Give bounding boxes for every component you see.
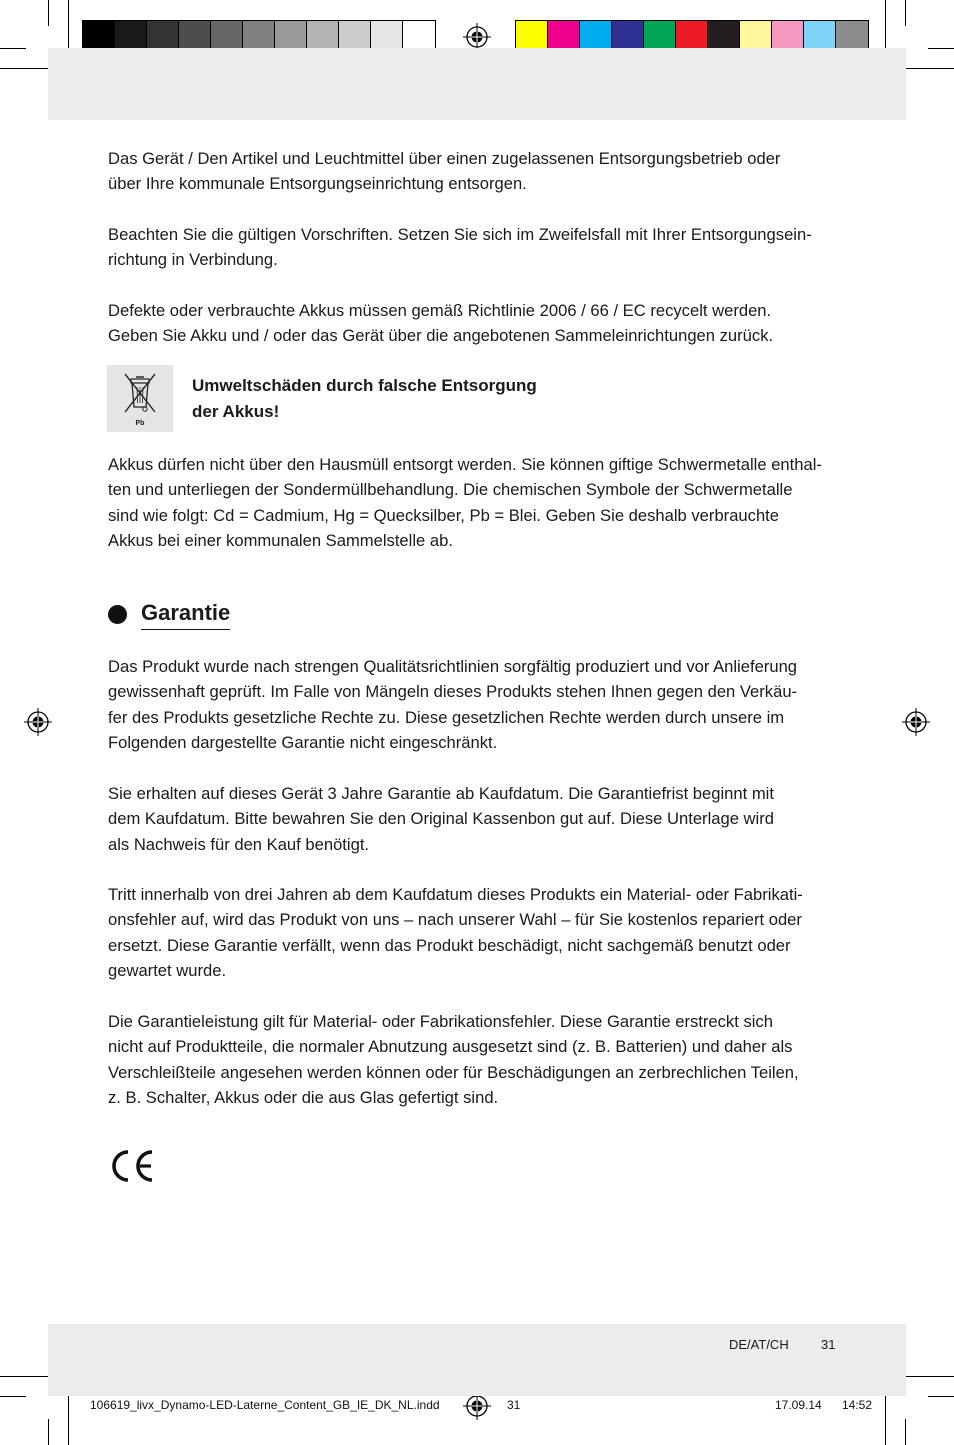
bullet-icon <box>108 605 127 624</box>
registration-mark-icon <box>463 1392 491 1420</box>
crop-mark <box>68 0 69 52</box>
section-title: Garantie <box>141 598 230 630</box>
section-heading <box>108 598 230 630</box>
warning-title: Umweltschäden durch falsche Entsorgung der Akkus! <box>192 376 537 421</box>
battery-recycling-paragraph: Defekte oder verbrauchte Akkus müssen gemäß Richtlinie 2006 / 66 / EC recycelt werden. Geben Sie Akku und / oder das Gerät über die angebotenen Sammeleinrichtungen zurück. <box>108 301 774 346</box>
crop-mark <box>68 1393 69 1445</box>
warranty-paragraph-1: Das Produkt wurde nach strengen Qualitätsrichtlinien sorgfältig produziert und vor Anlieferung gewissenhaft geprüft. Im Falle von Mängeln dieses Produkts stehen Ihnen gegen den Verkäu- fer des Produkts gesetzliche Rechte zu. Diese gesetzlichen Rechte werden durch unsere im Folgenden dargestellte Garantie nicht eingeschränkt. <box>108 657 798 752</box>
registration-mark-icon <box>902 708 930 736</box>
warranty-paragraph-4: Die Garantieleistung gilt für Material- oder Fabrikationsfehler. Diese Garantie erstreckt sich nicht auf Produktteile, die normaler Abnutzung ausgesetzt sind (z. B. Batterien) und daher als Verschleißteile angesehen werden können oder für Beschädigungen an zerbrechlichen Teilen, z. B. Schalter, Akkus oder die aus Glas gefertigt sind. <box>108 1012 799 1107</box>
warranty-paragraph-3: Tritt innerhalb von drei Jahren ab dem Kaufdatum dieses Produkts ein Material- oder Fabrikati- onsfehler auf, wird das Produkt von uns – nach unserer Wahl – für Sie kostenlos repariert oder ersetzt. Diese Garantie verfällt, wenn das Produkt beschädigt, nicht sachgemäß benutzt oder gewartet wurde. <box>108 885 803 980</box>
footer-band <box>48 1324 906 1396</box>
registration-mark-icon <box>24 708 52 736</box>
disposal-paragraph: Das Gerät / Den Artikel und Leuchtmittel über einen zugelassenen Entsorgungsbetrieb oder über Ihre kommunale Entsorgungseinrichtung entsorgen. <box>108 149 781 194</box>
pb-label: Pb <box>135 420 145 427</box>
slug-file-name: 106619_livx_Dynamo-LED-Laterne_Content_GB_IE_DK_NL.indd <box>90 1398 440 1412</box>
footer-locale: DE/AT/CH <box>729 1337 789 1352</box>
warning-icon-box <box>107 365 173 432</box>
slug-time: 14:52 <box>842 1398 873 1412</box>
battery-disposal-paragraph: Akkus dürfen nicht über den Hausmüll entsorgt werden. Sie können giftige Schwermetalle enthal- ten und unterliegen der Sondermüllbehandlung. Die chemischen Symbole der Schwermetalle sind wie folgt: Cd = Cadmium, Hg = Quecksilber, Pb = Blei. Geben Sie deshalb verbrauchte Akkus bei einer kommunalen Sammelstelle ab. <box>108 455 822 550</box>
regulations-paragraph: Beachten Sie die gültigen Vorschriften. Setzen Sie sich im Zweifelsfall mit Ihrer Entsorgungsein- richtung in Verbindung. <box>108 225 812 270</box>
crop-mark <box>0 68 52 69</box>
crop-mark <box>928 48 954 49</box>
crop-mark <box>0 1376 52 1377</box>
crop-mark <box>48 1419 49 1445</box>
crop-mark <box>902 68 954 69</box>
header-band <box>48 48 906 120</box>
crop-mark <box>885 0 886 52</box>
crop-mark <box>0 48 26 49</box>
crop-mark <box>885 1393 886 1445</box>
crop-mark <box>905 0 906 26</box>
page-number: 31 <box>821 1337 836 1352</box>
slug-page: 31 <box>507 1398 521 1412</box>
crop-mark <box>0 1396 26 1397</box>
slug-date: 17.09.14 <box>775 1398 822 1412</box>
registration-mark-icon <box>463 23 491 51</box>
ce-mark-icon <box>107 1148 157 1184</box>
crop-mark <box>48 0 49 26</box>
crop-mark <box>902 1376 954 1377</box>
crop-mark <box>928 1396 954 1397</box>
crossed-out-bin-icon <box>107 365 173 432</box>
warranty-paragraph-2: Sie erhalten auf dieses Gerät 3 Jahre Garantie ab Kaufdatum. Die Garantiefrist beginnt mit dem Kaufdatum. Bitte bewahren Sie den Original Kassenbon gut auf. Diese Unterlage wird als Nachweis für den Kauf benötigt. <box>108 784 774 854</box>
crop-mark <box>905 1419 906 1445</box>
